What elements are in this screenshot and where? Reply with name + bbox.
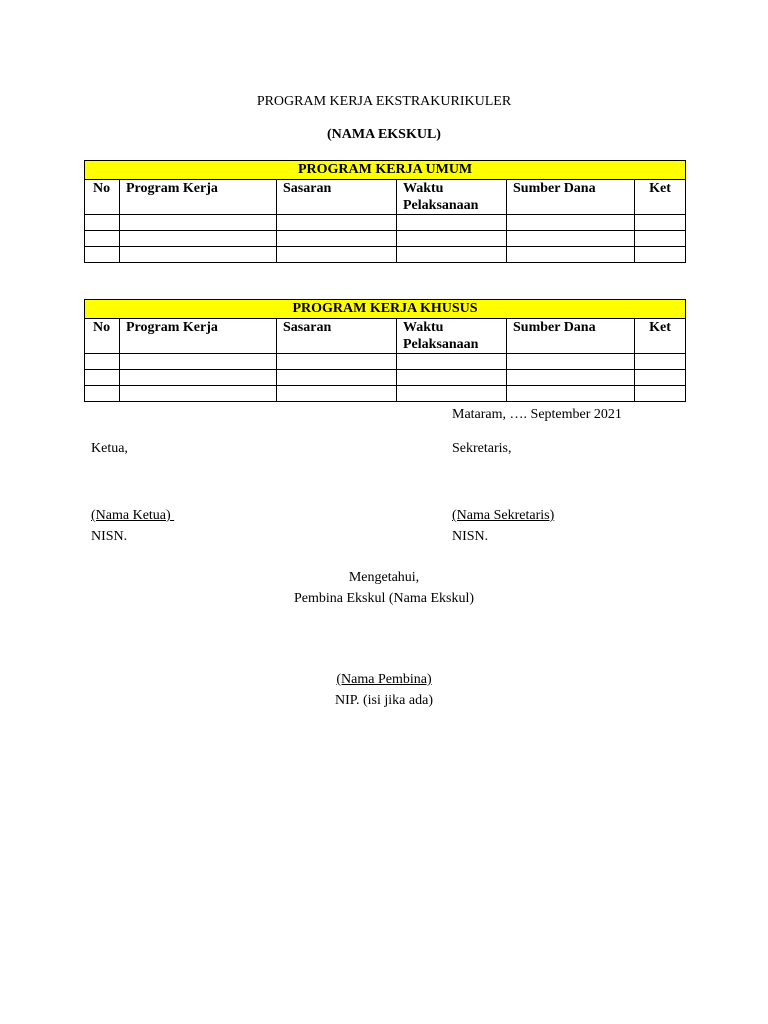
column-header-sumber-dana: Sumber Dana	[507, 319, 635, 354]
table-header-row	[85, 319, 686, 354]
table-cell	[507, 231, 635, 247]
table-program-kerja-khusus	[84, 299, 686, 402]
table-cell	[397, 231, 507, 247]
table-cell	[277, 370, 397, 386]
column-header-no: No	[85, 319, 120, 354]
table-cell	[120, 247, 277, 263]
table-cell	[507, 247, 635, 263]
pembina-nip: NIP. (isi jika ada)	[335, 693, 433, 708]
table-cell	[277, 386, 397, 402]
table-cell	[277, 354, 397, 370]
table-cell	[85, 247, 120, 263]
table-cell	[397, 215, 507, 231]
table-cell	[635, 215, 686, 231]
column-header-waktu-pelaksanaan: Waktu Pelaksanaan	[397, 319, 507, 354]
sekretaris-name: (Nama Sekretaris)	[452, 508, 555, 523]
column-header-no: No	[85, 180, 120, 215]
table-program-kerja-umum	[84, 160, 686, 263]
table-cell	[507, 215, 635, 231]
document-title: PROGRAM KERJA EKSTRAKURIKULER	[256, 94, 512, 109]
pembina-role: Pembina Ekskul (Nama Ekskul)	[293, 591, 475, 606]
table-cell	[85, 215, 120, 231]
column-header-sasaran: Sasaran	[277, 180, 397, 215]
table-cell	[277, 231, 397, 247]
table-row	[85, 354, 686, 370]
table-row	[85, 386, 686, 402]
ketua-role: Ketua,	[91, 441, 128, 456]
pembina-name-wrap	[0, 672, 768, 688]
sekretaris-nisn: NISN.	[452, 529, 489, 544]
column-header-ket: Ket	[635, 180, 686, 215]
table-cell	[397, 386, 507, 402]
table-row	[85, 370, 686, 386]
table-cell	[397, 354, 507, 370]
table-cell	[120, 386, 277, 402]
column-header-waktu-pelaksanaan: Waktu Pelaksanaan	[397, 180, 507, 215]
table-row	[85, 231, 686, 247]
ketua-name: (Nama Ketua)	[91, 508, 175, 523]
table-cell	[120, 215, 277, 231]
table-cell	[120, 370, 277, 386]
column-header-ket: Ket	[635, 319, 686, 354]
table-cell	[85, 354, 120, 370]
sekretaris-role: Sekretaris,	[452, 441, 512, 456]
table-cell	[397, 247, 507, 263]
table-cell	[635, 231, 686, 247]
table-cell	[277, 247, 397, 263]
table-cell	[635, 386, 686, 402]
table-cell	[85, 386, 120, 402]
column-header-sasaran: Sasaran	[277, 319, 397, 354]
table-cell	[120, 354, 277, 370]
table-cell	[85, 231, 120, 247]
acknowledge-label: Mengetahui,	[348, 570, 420, 585]
table-cell	[635, 354, 686, 370]
pembina-name: (Nama Pembina)	[336, 672, 432, 687]
column-header-sumber-dana: Sumber Dana	[507, 180, 635, 215]
table-cell	[277, 215, 397, 231]
table-cell	[635, 370, 686, 386]
table-header-row	[85, 180, 686, 215]
table-heading: PROGRAM KERJA UMUM	[85, 161, 686, 180]
ketua-nisn: NISN.	[91, 529, 128, 544]
table-cell	[507, 386, 635, 402]
table-cell	[120, 231, 277, 247]
table-cell	[85, 370, 120, 386]
table-cell	[507, 370, 635, 386]
table-row	[85, 247, 686, 263]
table-row	[85, 215, 686, 231]
column-header-program-kerja: Program Kerja	[120, 319, 277, 354]
document-subtitle: (NAMA EKSKUL)	[327, 127, 441, 142]
table-cell	[507, 354, 635, 370]
table-heading: PROGRAM KERJA KHUSUS	[85, 300, 686, 319]
table-cell	[635, 247, 686, 263]
column-header-program-kerja: Program Kerja	[120, 180, 277, 215]
table-cell	[397, 370, 507, 386]
place-date: Mataram, …. September 2021	[452, 407, 622, 422]
